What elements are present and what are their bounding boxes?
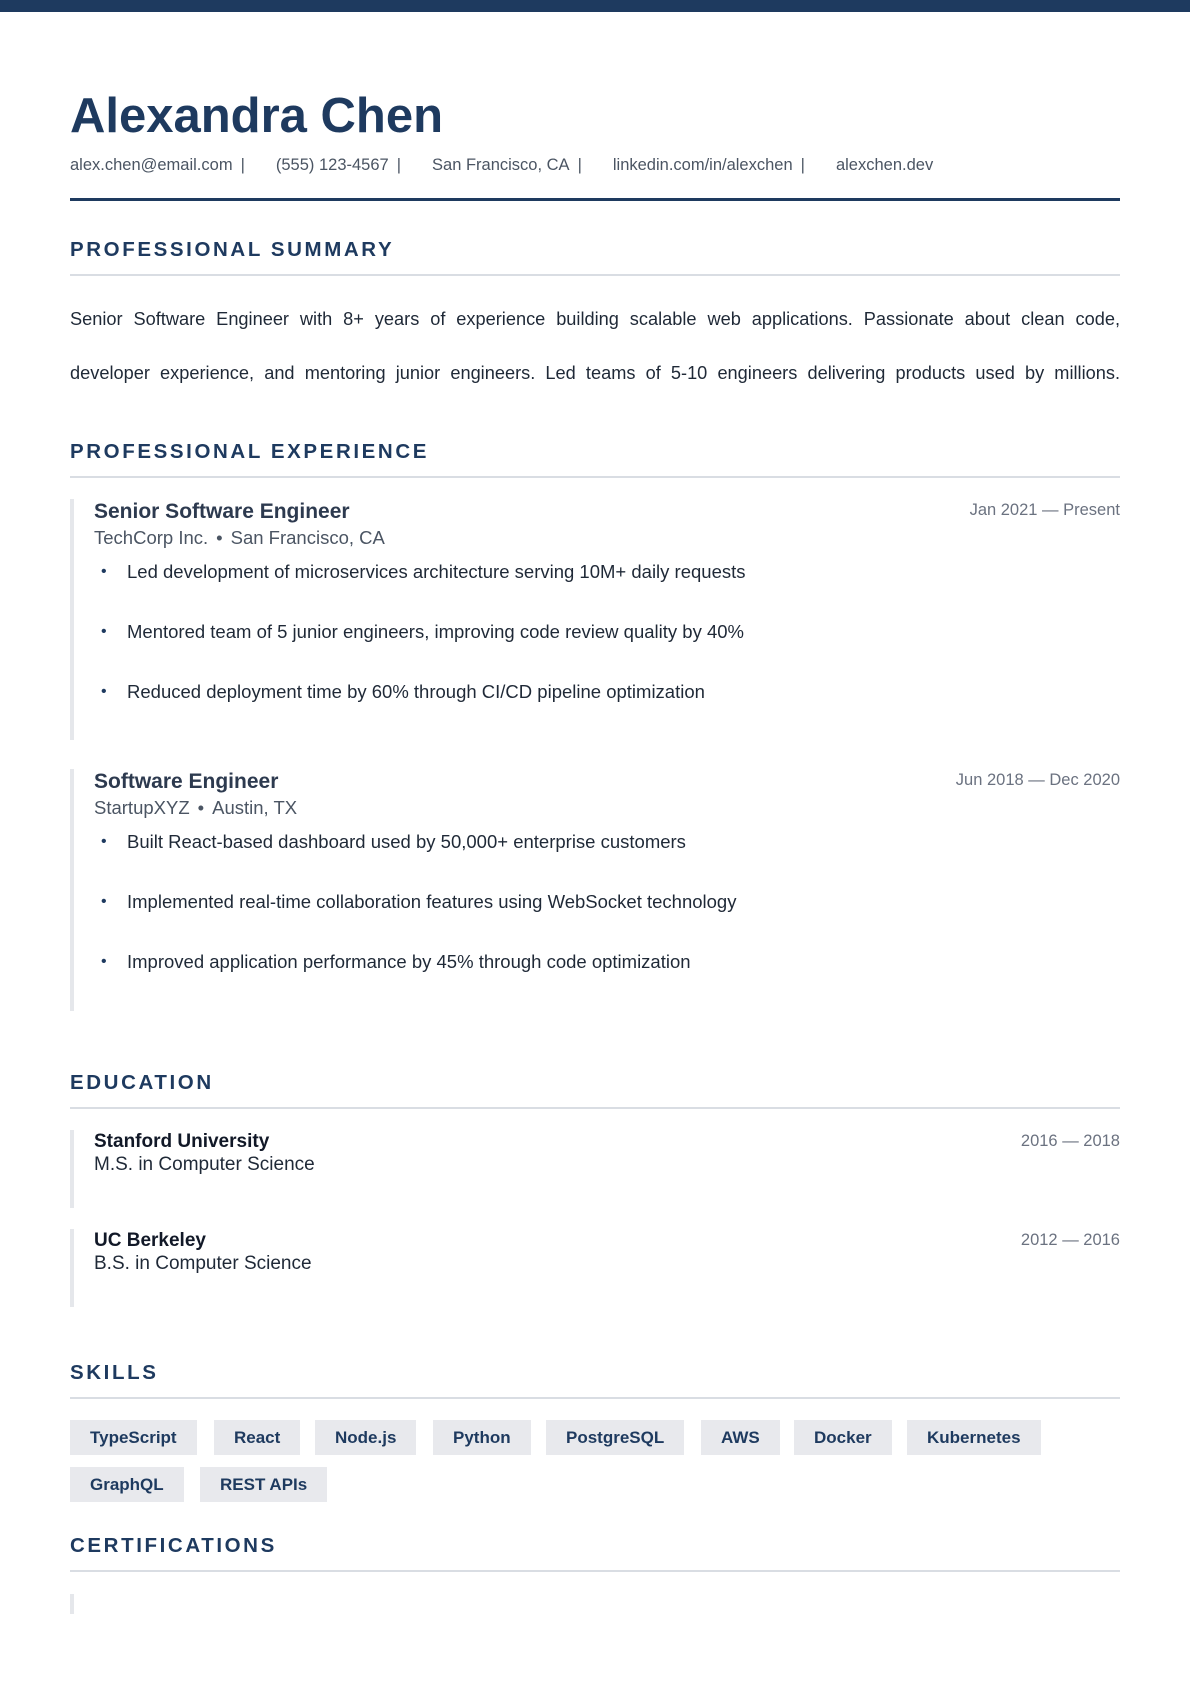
skill-tag: Docker	[794, 1420, 892, 1455]
contact-linkedin-link[interactable]: linkedin.com/in/alexchen	[612, 156, 793, 174]
contact-separator: |	[577, 156, 582, 174]
contact-separator: |	[800, 156, 805, 174]
section-divider	[70, 274, 1120, 276]
section-divider	[70, 1570, 1120, 1572]
job-dates: Jan 2021 — Present	[969, 501, 1120, 519]
bullet-icon: •	[101, 623, 107, 640]
job-bullet-item	[94, 680, 705, 704]
candidate-name: Alexandra Chen	[70, 89, 444, 143]
job-company-line	[94, 526, 385, 550]
section-title-certifications: CERTIFICATIONS	[70, 1534, 277, 1557]
skill-tag: GraphQL	[70, 1467, 184, 1502]
job-bullet-item	[94, 950, 691, 974]
education-entry	[70, 1130, 1120, 1208]
skill-tag: Python	[433, 1420, 531, 1455]
job-bullet-item	[94, 830, 686, 854]
section-divider	[70, 1397, 1120, 1399]
bullet-icon: •	[101, 893, 107, 910]
summary-line: developer experience, and mentoring junior engineers. Led teams of 5-10 engineers delivering products used by millions.	[70, 363, 1120, 383]
job-company: StartupXYZ	[94, 797, 190, 818]
summary-text	[70, 292, 1120, 400]
job-location: Austin, TX	[212, 797, 298, 818]
bullet-icon: •	[101, 833, 107, 850]
contact-separator: |	[396, 156, 402, 174]
experience-entry	[70, 499, 1120, 740]
skill-tag: PostgreSQL	[546, 1420, 684, 1455]
job-bullet-item	[94, 890, 736, 914]
job-dates: Jun 2018 — Dec 2020	[955, 771, 1120, 789]
job-title: Senior Software Engineer	[94, 500, 350, 523]
experience-entry	[70, 769, 1120, 1011]
school-name: UC Berkeley	[94, 1230, 206, 1251]
contact-separator: |	[240, 156, 245, 174]
section-divider	[70, 1107, 1120, 1109]
job-title: Software Engineer	[94, 770, 279, 793]
bullet-text: Improved application performance by 45% through code optimization	[127, 951, 691, 972]
job-company-line	[94, 796, 297, 820]
bullet-text: Reduced deployment time by 60% through CI/CD pipeline optimization	[127, 681, 705, 702]
contact-email[interactable]: alex.chen@email.com	[70, 156, 233, 174]
skill-tag: TypeScript	[70, 1420, 197, 1455]
section-divider	[70, 476, 1120, 478]
education-entry	[70, 1229, 1120, 1307]
section-title-skills: SKILLS	[70, 1361, 159, 1384]
job-location: San Francisco, CA	[230, 527, 385, 548]
inline-dot-icon: •	[216, 527, 223, 548]
top-accent-bar	[0, 0, 1190, 12]
education-dates: 2016 — 2018	[1020, 1132, 1120, 1150]
skill-tag: AWS	[701, 1420, 780, 1455]
skill-tag: Kubernetes	[907, 1420, 1041, 1455]
job-bullet-item	[94, 560, 746, 584]
section-title-summary: PROFESSIONAL SUMMARY	[70, 238, 395, 261]
job-bullet-item	[94, 620, 744, 644]
bullet-text: Built React-based dashboard used by 50,000+ enterprise customers	[127, 831, 686, 852]
bullet-icon: •	[101, 563, 107, 580]
certifications-empty-entry	[70, 1594, 74, 1614]
contact-location: San Francisco, CA	[432, 156, 570, 174]
school-name: Stanford University	[94, 1131, 270, 1152]
bullet-text: Led development of microservices architecture serving 10M+ daily requests	[127, 561, 746, 582]
contact-row	[70, 154, 933, 176]
bullet-text: Implemented real-time collaboration features using WebSocket technology	[127, 891, 737, 912]
bullet-text: Mentored team of 5 junior engineers, improving code review quality by 40%	[127, 621, 744, 642]
summary-line: Senior Software Engineer with 8+ years of experience building scalable web applications. Passionate about clean code,	[70, 309, 1120, 329]
degree: B.S. in Computer Science	[94, 1253, 312, 1274]
inline-dot-icon: •	[197, 797, 205, 818]
section-title-education: EDUCATION	[70, 1071, 214, 1094]
skill-tag: Node.js	[315, 1420, 416, 1455]
skill-tag: REST APIs	[200, 1467, 327, 1502]
job-company: TechCorp Inc.	[94, 527, 209, 548]
contact-website-link[interactable]: alexchen.dev	[835, 156, 934, 174]
bullet-icon: •	[101, 953, 107, 970]
bullet-icon: •	[101, 683, 107, 700]
contact-phone[interactable]: (555) 123-4567	[275, 156, 389, 174]
section-title-experience: PROFESSIONAL EXPERIENCE	[70, 440, 430, 463]
header-divider	[70, 198, 1120, 201]
degree: M.S. in Computer Science	[94, 1154, 315, 1175]
skill-tag: React	[214, 1420, 300, 1455]
education-dates: 2012 — 2016	[1020, 1231, 1120, 1249]
